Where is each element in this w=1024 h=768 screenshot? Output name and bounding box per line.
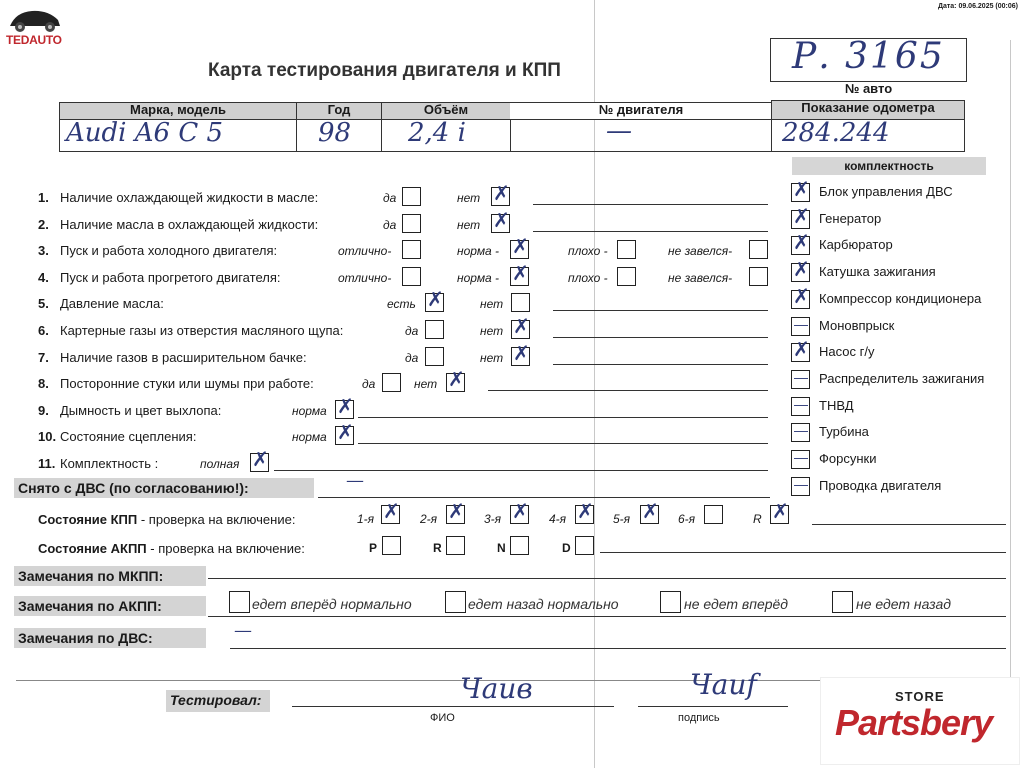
question-6-checkbox-mark: ✗ <box>513 314 530 338</box>
removed-line <box>318 497 770 498</box>
question-text: Посторонние стуки или шумы при работе: <box>60 376 314 392</box>
option-label: не завелся- <box>668 244 733 259</box>
kit-checkbox-4-mark: ✗ <box>793 283 810 308</box>
name-caption: ФИО <box>430 712 455 724</box>
header-volume: Объём <box>381 102 511 120</box>
kit-checkbox-9[interactable] <box>791 423 810 442</box>
question-3-checkbox[interactable] <box>749 240 768 259</box>
question-6-checkbox[interactable] <box>425 320 444 339</box>
header-engine-number: № двигателя <box>510 102 772 120</box>
answer-line <box>553 337 768 338</box>
option-label: нет <box>457 217 481 232</box>
sign-caption: подпись <box>678 712 720 724</box>
kit-item-label: Карбюратор <box>819 237 893 253</box>
question-2-checkbox-mark: ✗ <box>493 207 510 232</box>
question-text: Состояние сцепления: <box>60 429 197 445</box>
gear-checkbox-6-mark: ✗ <box>772 499 789 523</box>
option-label: да <box>405 324 419 338</box>
kit-item-label: Проводка двигателя <box>819 477 942 493</box>
cell-engine-number <box>510 119 772 152</box>
question-text: Комплектность : <box>60 456 159 471</box>
kpp-label: Состояние КПП - проверка на включение: <box>38 512 296 527</box>
question-number: 10. <box>38 429 57 445</box>
question-3-checkbox[interactable] <box>402 240 421 259</box>
gear-checkbox-2[interactable] <box>510 499 529 524</box>
question-text: Наличие газов в расширительном бачке: <box>60 349 307 365</box>
tester-name: Чаив <box>460 672 533 705</box>
gear-label: 5-я <box>613 512 631 526</box>
remarks-akpp-line <box>208 616 1006 617</box>
akpp-remark-checkbox[interactable] <box>445 591 466 613</box>
question-2-checkbox[interactable] <box>402 214 421 233</box>
question-text: Наличие охлаждающей жидкости в масле: <box>60 190 319 205</box>
akpp-position-label: D <box>562 541 571 555</box>
question-10-checkbox-mark: ✗ <box>337 420 354 445</box>
question-4-checkbox[interactable] <box>510 260 529 286</box>
option-label: да <box>405 350 419 365</box>
value-make-model: Audi A6 C 5 <box>66 118 224 148</box>
question-8-checkbox[interactable] <box>382 373 401 392</box>
question-4-checkbox[interactable] <box>749 267 768 286</box>
akpp-remark-label: не едет назад <box>856 596 951 612</box>
option-label: норма - <box>457 244 500 259</box>
gear-checkbox-3-mark: ✗ <box>577 499 594 523</box>
gear-label: R <box>753 512 762 526</box>
question-number: 4. <box>38 269 49 285</box>
question-number: 1. <box>38 190 49 205</box>
question-number: 7. <box>38 349 49 365</box>
question-text: Пуск и работа прогретого двигателя: <box>60 269 281 285</box>
question-5-checkbox[interactable] <box>425 287 444 312</box>
kit-item-label: Турбина <box>819 424 869 440</box>
kit-checkbox-6[interactable] <box>791 337 810 362</box>
answer-line <box>358 443 768 444</box>
question-6-checkbox[interactable] <box>511 314 530 339</box>
question-4-checkbox-mark: ✗ <box>512 260 529 285</box>
answer-line <box>553 310 768 311</box>
remarks-dvs-line <box>230 648 1006 649</box>
question-number: 9. <box>38 402 49 418</box>
gear-checkbox-4-mark: ✗ <box>642 499 659 523</box>
removed-label: Снято с ДВС (по согласованию!): <box>14 478 314 498</box>
kit-checkbox-11-mark: — <box>794 475 808 492</box>
question-text: Наличие масла в охлаждающей жидкости: <box>60 216 319 232</box>
kit-item-label: Катушка зажигания <box>819 264 936 280</box>
kit-checkbox-5-mark: — <box>794 315 808 332</box>
option-label: норма <box>292 430 327 445</box>
remarks-akpp-label: Замечания по АКПП: <box>14 596 206 616</box>
date-stamp: Дата: 09.06.2025 (00:06) <box>937 3 1018 10</box>
header-make-model: Марка, модель <box>59 102 297 120</box>
option-label: отлично- <box>338 244 392 259</box>
kit-checkbox-7-mark: — <box>794 368 808 385</box>
header-year: Год <box>296 102 382 120</box>
question-text: Дымность и цвет выхлопа: <box>60 402 222 418</box>
question-number: 5. <box>38 296 49 312</box>
answer-line <box>488 390 768 391</box>
akpp-position-label: N <box>497 541 506 555</box>
question-8-checkbox-mark: ✗ <box>448 367 465 392</box>
header-odometer: Показание одометра <box>771 100 965 120</box>
sign-line <box>638 706 788 707</box>
question-text: Картерные газы из отверстия масляного щупа: <box>60 323 344 338</box>
question-number: 2. <box>38 216 49 232</box>
kit-checkbox-3[interactable] <box>791 257 810 282</box>
page-title: Карта тестирования двигателя и КПП <box>208 60 561 81</box>
question-1-checkbox[interactable] <box>402 187 421 206</box>
akpp-remark-label: не едет вперёд <box>684 596 789 612</box>
scan-line-right <box>1010 40 1011 740</box>
akpp-label: Состояние АКПП - проверка на включение: <box>38 541 305 556</box>
option-label: нет <box>480 324 504 338</box>
akpp-position-label: P <box>369 541 378 555</box>
option-label: не завелся- <box>668 270 733 285</box>
removed-value: — <box>346 470 364 491</box>
remarks-mkpp-line <box>208 578 1006 579</box>
kit-checkbox-6-mark: ✗ <box>793 337 810 362</box>
question-10-checkbox[interactable] <box>335 420 354 445</box>
question-9-checkbox-mark: ✗ <box>337 393 354 418</box>
question-3-checkbox-mark: ✗ <box>512 234 529 259</box>
kit-checkbox-0[interactable] <box>791 177 810 202</box>
question-text: Пуск и работа холодного двигателя: <box>60 243 278 259</box>
akpp-position-checkbox[interactable] <box>510 536 529 555</box>
gear-checkbox-4[interactable] <box>640 499 659 524</box>
gear-checkbox-1[interactable] <box>446 499 465 524</box>
partsbery-store-text: STORE <box>895 689 945 704</box>
gear-label: 1-я <box>357 512 375 526</box>
option-label: норма <box>292 403 327 418</box>
option-label: отлично- <box>338 270 392 285</box>
kit-checkbox-2[interactable] <box>791 230 810 255</box>
option-label: да <box>383 191 397 205</box>
akpp-position-checkbox[interactable] <box>446 536 465 555</box>
kit-checkbox-2-mark: ✗ <box>793 230 810 255</box>
akpp-position-checkbox[interactable] <box>382 536 401 555</box>
question-5-checkbox[interactable] <box>511 293 530 312</box>
kit-title: комплектность <box>792 157 986 175</box>
akpp-remark-label: едет назад нормально <box>468 596 619 612</box>
car-number-label: № авто <box>844 81 893 96</box>
question-number: 6. <box>38 323 49 338</box>
remarks-dvs-label: Замечания по ДВС: <box>14 628 206 648</box>
kit-item-label: Насос г/у <box>819 344 875 360</box>
gear-checkbox-1-mark: ✗ <box>448 499 465 523</box>
akpp-position-label: R <box>433 541 442 555</box>
gear-label: 6-я <box>678 512 696 526</box>
answer-line <box>533 204 768 205</box>
akpp-remark-checkbox[interactable] <box>832 591 853 613</box>
question-number: 8. <box>38 376 49 392</box>
question-7-checkbox[interactable] <box>425 347 444 366</box>
question-text: Давление масла: <box>60 296 164 312</box>
gear-label: 2-я <box>420 512 438 526</box>
gear-checkbox-2-mark: ✗ <box>512 499 529 523</box>
kit-checkbox-0-mark: ✗ <box>793 177 810 201</box>
question-1-checkbox-mark: ✗ <box>493 181 510 205</box>
kit-item-label: Распределитель зажигания <box>819 370 985 386</box>
tested-label: Тестировал: <box>166 690 270 712</box>
value-odometer: 284.244 <box>782 118 890 148</box>
option-label: да <box>362 377 376 392</box>
remarks-mkpp-label: Замечания по МКПП: <box>14 566 206 586</box>
akpp-remark-label: едет вперёд нормально <box>252 596 412 612</box>
value-year: 98 <box>318 118 352 148</box>
gear-checkbox-0[interactable] <box>381 499 400 524</box>
question-4-checkbox[interactable] <box>617 267 636 286</box>
option-label: плохо - <box>568 244 608 259</box>
gear-label: 4-я <box>549 512 567 526</box>
option-label: да <box>383 217 397 232</box>
partsbery-name: Partsbery <box>835 702 993 743</box>
gear-checkbox-3[interactable] <box>575 499 594 524</box>
question-4-checkbox[interactable] <box>402 267 421 286</box>
question-3-checkbox[interactable] <box>617 240 636 259</box>
option-label: полная <box>200 457 240 471</box>
value-volume: 2,4 i <box>408 118 466 148</box>
akpp-position-checkbox[interactable] <box>575 536 594 555</box>
kit-checkbox-10[interactable] <box>791 450 810 469</box>
kit-checkbox-1[interactable] <box>791 203 810 229</box>
kit-checkbox-8[interactable] <box>791 397 810 416</box>
question-9-checkbox[interactable] <box>335 393 354 419</box>
option-label: нет <box>480 350 504 365</box>
akpp-remark-checkbox[interactable] <box>660 591 681 613</box>
logo-text: TEDAUTO <box>6 33 62 47</box>
signature: Чаиf <box>690 668 757 701</box>
kit-checkbox-10-mark: — <box>794 449 808 465</box>
gear-label: 3-я <box>484 512 502 526</box>
kit-item-label: Блок управления ДВС <box>819 184 953 199</box>
option-label: плохо - <box>568 270 608 285</box>
kit-checkbox-9-mark: — <box>794 422 808 439</box>
kit-item-label: Компрессор кондиционера <box>819 290 982 306</box>
question-8-checkbox[interactable] <box>446 367 465 392</box>
question-3-checkbox[interactable] <box>510 234 529 259</box>
option-label: нет <box>414 377 438 392</box>
kit-checkbox-5[interactable] <box>791 317 810 336</box>
option-label: нет <box>480 297 504 312</box>
car-number-value: Р. 3165 <box>792 36 945 77</box>
remarks-dvs-value: — <box>234 620 252 641</box>
kit-checkbox-1-mark: ✗ <box>793 203 810 228</box>
option-label: норма - <box>457 270 500 285</box>
answer-line <box>533 231 768 232</box>
kit-checkbox-3-mark: ✗ <box>793 257 810 282</box>
kit-item-label: Форсунки <box>819 451 877 466</box>
option-label: нет <box>457 191 481 205</box>
question-number: 3. <box>38 243 49 259</box>
kit-item-label: ТНВД <box>819 397 854 413</box>
tedauto-logo <box>4 2 66 60</box>
akpp-line <box>600 552 1006 553</box>
akpp-remark-checkbox[interactable] <box>229 591 250 613</box>
question-2-checkbox[interactable] <box>491 207 510 233</box>
question-7-checkbox[interactable] <box>511 340 530 366</box>
question-1-checkbox[interactable] <box>491 181 510 206</box>
kit-checkbox-11[interactable] <box>791 477 810 496</box>
answer-line <box>553 364 768 365</box>
kit-checkbox-7[interactable] <box>791 370 810 389</box>
kpp-line <box>812 524 1006 525</box>
kit-checkbox-8-mark: — <box>794 395 808 412</box>
answer-line <box>358 417 768 418</box>
question-11-checkbox-mark: ✗ <box>252 447 269 471</box>
gear-checkbox-0-mark: ✗ <box>383 499 400 523</box>
gear-checkbox-5[interactable] <box>704 505 723 524</box>
name-line <box>292 706 614 707</box>
question-number: 11. <box>38 456 56 471</box>
kit-checkbox-4[interactable] <box>791 283 810 309</box>
kit-item-label: Моновпрыск <box>819 317 895 333</box>
question-11-checkbox[interactable] <box>250 447 269 472</box>
question-7-checkbox-mark: ✗ <box>513 340 530 365</box>
question-5-checkbox-mark: ✗ <box>427 287 444 312</box>
gear-checkbox-6[interactable] <box>770 499 789 524</box>
kit-item-label: Генератор <box>819 210 882 226</box>
option-label: есть <box>387 297 416 312</box>
value-engine-number: — <box>606 116 632 146</box>
